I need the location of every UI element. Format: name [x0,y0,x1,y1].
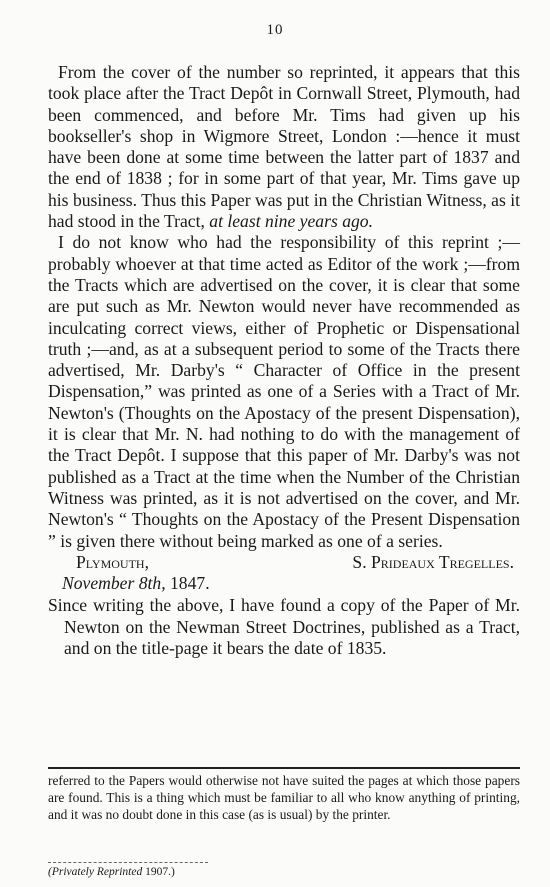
footnote-rule [48,767,520,769]
imprint-rule [48,862,208,863]
signature-author: S. Prideaux Tregelles. [352,551,514,572]
postscript-text: Since writing the above, I have found a copy of the Paper of Mr. Newton on the Newman Street Doctrines, published as a Tract, and on the title-page it bears the date of 1835. [48,595,520,659]
footnote [48,772,520,824]
paragraph-2: I do not know who had the responsibility of this reprint ;—probably whoever at that time acted as Editor of the work ;—from the Tracts which are advertised on the cover, it is clear that some are put such as Mr. Newton would never have recommended as inculcating correct views, either of Prophetic or Dispensational truth ;—and, as at a subsequent period to some of the Tracts there advertised, Mr. Darby's “ Character of Office in the present Dispensation,” was printed as one of a Series with a Tract of Mr. Newton's (Thoughts on the Apostacy of the present Dispensation), it is clear that Mr. N. had nothing to do with the management of the Tract Depôt. I suppose that this paper of Mr. Darby's was not published as a Tract at the time when the Number of the Christian Witness was printed, as it is not advertised on the cover, and Mr. Newton's “ Thoughts on the Apostacy of the Present Dispensation ” is given there without being marked as one of a series. [48,232,520,551]
main-text [48,62,520,659]
postscript [48,595,520,659]
signature-date [48,573,520,594]
signature-line [48,552,520,573]
footnote-text: referred to the Papers would otherwise not have suited the pages at which those papers are found. This is a thing which must be familiar to all who know anything of printing, and it was no doubt done in this case (as is usual) by the printer. [48,773,520,823]
imprint-year: 1907.) [145,866,175,878]
imprint [48,866,175,878]
paragraph-1-text: From the cover of the number so reprinted, it appears that this took place after the Tract Depôt in Cornwall Street, Plymouth, had been commenced, and before Mr. Tims had given up his bookseller's shop in Wigmore Street, London :—hence it must have been done at some time between the latter part of 1837 and the end of 1838 ; for in some part of that year, Mr. Tims gave up his business. Thus this Paper was put in the Christian Witness, as it had stood in the Tract, [48,62,520,232]
imprint-label: (Privately Reprinted [48,866,143,878]
paragraph-1 [48,62,520,232]
paragraph-1-italic: at least nine years ago. [209,211,373,232]
signature-year: 1847. [170,573,210,594]
signature-date-italic: November 8th, [62,573,166,594]
page-number: 10 [266,22,284,38]
signature-place: Plymouth, [76,551,149,572]
